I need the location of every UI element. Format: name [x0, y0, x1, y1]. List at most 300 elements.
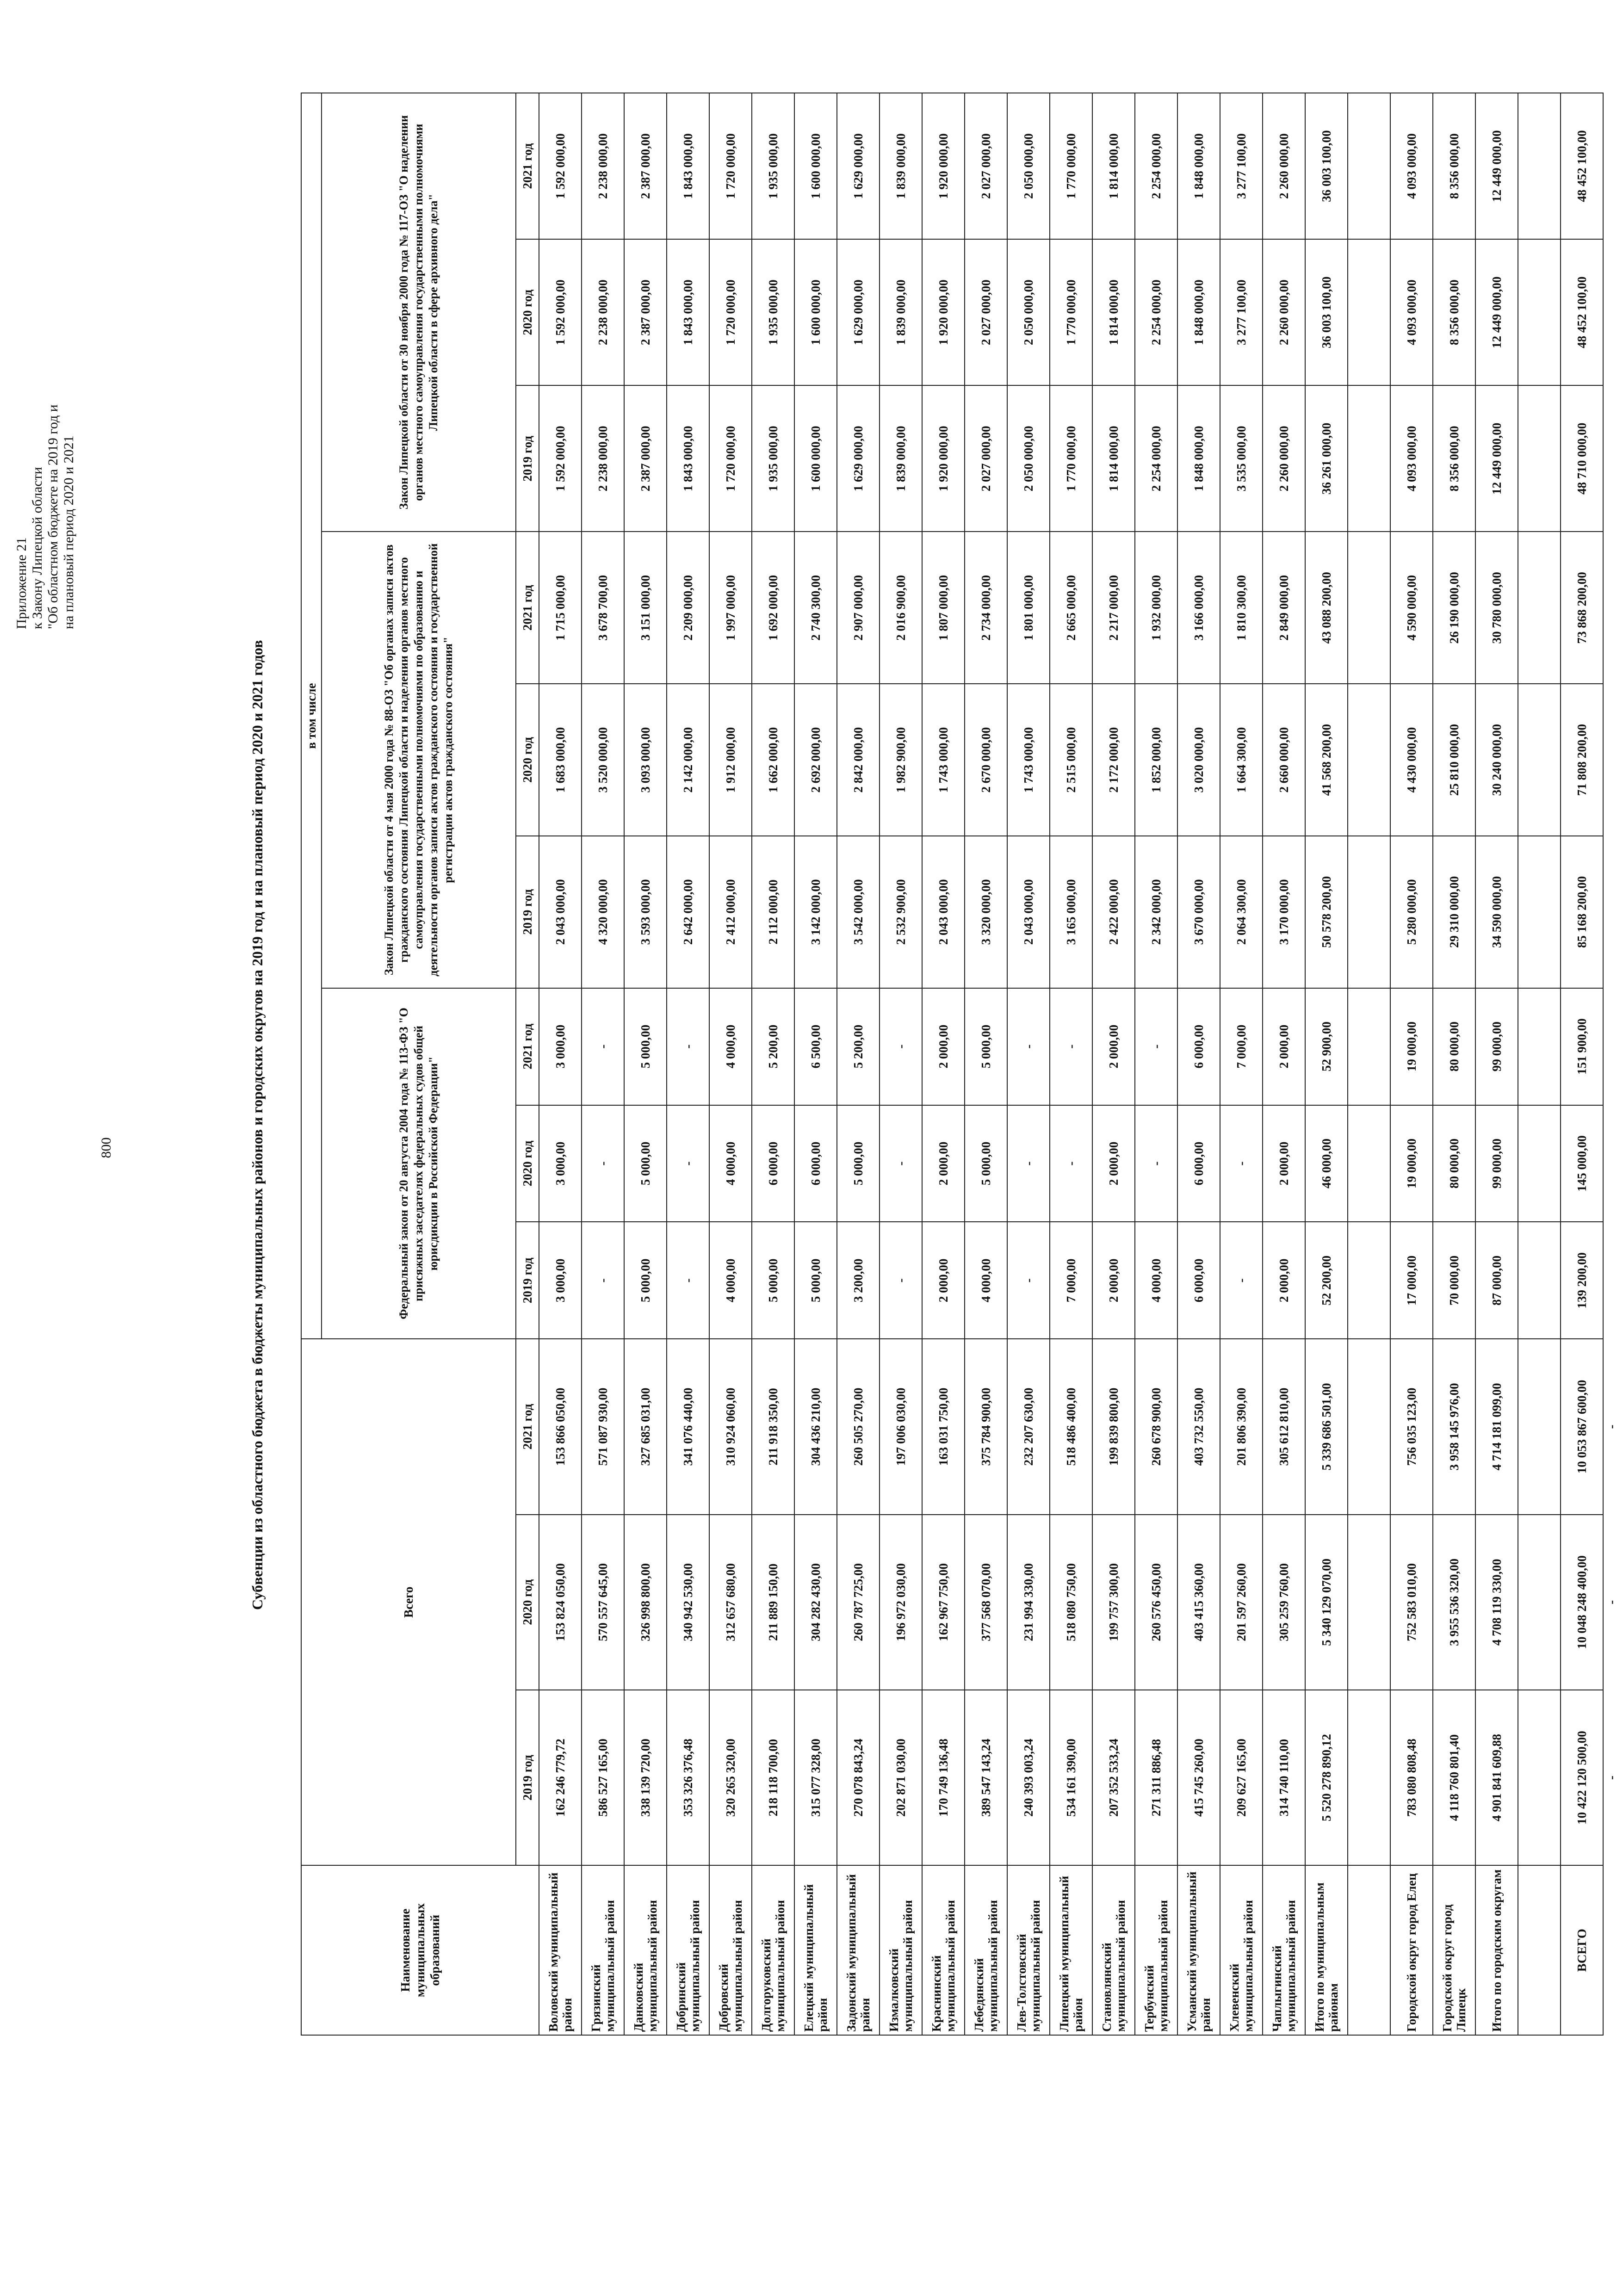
cell-g3: 1 592 000,00	[539, 93, 582, 239]
cell-total: 211 889 150,00	[752, 1515, 794, 1690]
cell-total: 305 612 810,00	[1263, 1339, 1305, 1514]
table-row	[752, 93, 794, 2035]
cell-total: 153 824 050,00	[539, 1515, 582, 1690]
cell-total: 304 436 210,00	[794, 1339, 837, 1514]
cell-g1: 3 000,00	[539, 1222, 582, 1339]
cell-g1: 2 000,00	[1092, 1105, 1135, 1222]
cell-g3: 2 260 000,00	[1263, 93, 1305, 239]
cell-total: 5 339 686 501,00	[1305, 1339, 1348, 1514]
cell-g1: 2 000,00	[922, 1222, 965, 1339]
cell-g1: -	[1135, 988, 1177, 1105]
cell-g2: 3 320 000,00	[965, 836, 1007, 988]
cell-g3: 2 050 000,00	[1007, 385, 1050, 532]
cell-total: 260 505 270,00	[837, 1339, 880, 1514]
cell-g2	[1348, 836, 1390, 988]
cell-total: 162 967 750,00	[922, 1515, 965, 1690]
cell-g1	[1518, 988, 1561, 1105]
year-header-row	[516, 93, 539, 2035]
cell-g3: 36 261 000,00	[1305, 385, 1348, 532]
cell-g1: 19 000,00	[1390, 988, 1433, 1105]
cell-g2: 1 852 000,00	[1135, 684, 1177, 836]
cell-total: 153 866 050,00	[539, 1339, 582, 1514]
cell-g3: 8 356 000,00	[1433, 93, 1475, 239]
cell-total: 199 839 800,00	[1092, 1339, 1135, 1514]
cell-g1: -	[880, 988, 922, 1105]
cell-g1: -	[667, 1105, 709, 1222]
cell-g3: 2 050 000,00	[1007, 93, 1050, 239]
cell-total: 5 340 129 070,00	[1305, 1515, 1348, 1690]
cell-g2: 3 593 000,00	[624, 836, 667, 988]
table-row	[1263, 93, 1305, 2035]
row-name: Измалковский муниципальный район	[880, 1865, 922, 2035]
cell-g2: 26 190 000,00	[1433, 532, 1475, 684]
cell-g3: 48 710 000,00	[1561, 385, 1603, 532]
cell-g2: 2 665 000,00	[1050, 532, 1092, 684]
cell-total: 570 557 645,00	[582, 1515, 624, 1690]
cell-g1: 5 200,00	[752, 988, 794, 1105]
row-name: Добринский муниципальный район	[667, 1865, 709, 2035]
cell-g2: 73 868 200,00	[1561, 532, 1603, 684]
cell-total	[1518, 1515, 1561, 1690]
table-row	[667, 93, 709, 2035]
table-row	[922, 93, 965, 2035]
cell-g3: 1 720 000,00	[709, 93, 752, 239]
subventions-table	[301, 93, 1620, 2036]
cell-total: 260 678 900,00	[1135, 1339, 1177, 1514]
cell-g2: 2 209 000,00	[667, 532, 709, 684]
cell-g3: 1 935 000,00	[752, 93, 794, 239]
cell-g3	[1348, 385, 1390, 532]
cell-g1: 6 000,00	[1177, 1105, 1220, 1222]
cell-g3: 48 452 100,00	[1561, 239, 1603, 385]
group2-header: Закон Липецкой области от 4 мая 2000 года № 88-ОЗ "Об органах записи актов гражданского состояния Липецкой области и наделении органов местного самоуправления государственными полномочиями по образованию и деятельности органов записи актов гражданского состояния и государственной регистрации актов гражданского состояния"	[322, 532, 516, 988]
year-header: 2021 год	[516, 532, 539, 684]
cell-g3: 1 814 000,00	[1092, 239, 1135, 385]
cell-g1: 4 000,00	[709, 1222, 752, 1339]
cell-total	[1348, 1690, 1390, 1865]
cell-total: 271 311 886,48	[1135, 1690, 1177, 1865]
annex-header	[14, 352, 79, 629]
cell-g1: -	[880, 1105, 922, 1222]
cell-g1: 6 000,00	[794, 1105, 837, 1222]
cell-total: 4 901 841 609,88	[1475, 1690, 1518, 1865]
row-name: Хлевенский муниципальный район	[1220, 1865, 1263, 2035]
cell-g1: -	[1050, 988, 1092, 1105]
cell-total: 389 547 143,24	[965, 1690, 1007, 1865]
cell-g2: 3 165 000,00	[1050, 836, 1092, 988]
cell-g2: 2 043 000,00	[1007, 836, 1050, 988]
cell-total	[1518, 1690, 1561, 1865]
cell-g2: 2 043 000,00	[922, 836, 965, 988]
cell-g3: 1 920 000,00	[922, 385, 965, 532]
cell-g3: 1 629 000,00	[837, 239, 880, 385]
year-header: 2019 год	[516, 385, 539, 532]
cell-total: 4 708 119 330,00	[1475, 1515, 1518, 1690]
cell-g2: 3 020 000,00	[1177, 684, 1220, 836]
cell-g1: -	[1135, 1105, 1177, 1222]
cell-g1: 87 000,00	[1475, 1222, 1518, 1339]
table-row	[539, 93, 582, 2035]
cell-g3: 48 452 100,00	[1561, 93, 1603, 239]
row-name: Липецкий муниципальный район	[1050, 1865, 1092, 2035]
cell-g3: 2 050 000,00	[1007, 239, 1050, 385]
cell-total: 232 207 630,00	[1007, 1339, 1050, 1514]
cell-total: 5 520 278 890,12	[1305, 1690, 1348, 1865]
cell-g2: 41 568 200,00	[1305, 684, 1348, 836]
year-header: 2019 год	[516, 836, 539, 988]
cell-total: 326 998 800,00	[624, 1515, 667, 1690]
cell-g2	[1518, 532, 1561, 684]
group3-header: Закон Липецкой области от 30 ноября 2000 года № 117-ОЗ "О наделении органов местного самоуправления государственными полномочиями Липецкой области в сфере архивного дела"	[322, 93, 516, 532]
cell-total: 320 265 320,00	[709, 1690, 752, 1865]
cell-total	[1348, 1515, 1390, 1690]
cell-total: 315 077 328,00	[794, 1690, 837, 1865]
cell-g2: 2 112 000,00	[752, 836, 794, 988]
year-header: 2021 год	[516, 1339, 539, 1514]
cell-g1	[1348, 988, 1390, 1105]
cell-total: 340 942 530,00	[667, 1515, 709, 1690]
cell-g2	[1518, 684, 1561, 836]
cell-g3: 1 600 000,00	[794, 93, 837, 239]
cell-g2: 3 142 000,00	[794, 836, 837, 988]
cell-g2: 3 670 000,00	[1177, 836, 1220, 988]
table-row	[1050, 93, 1092, 2035]
cell-total: 353 326 376,48	[667, 1690, 709, 1865]
cell-g1: -	[880, 1222, 922, 1339]
cell-g3: 1 848 000,00	[1177, 385, 1220, 532]
year-header: 2020 год	[516, 239, 539, 385]
row-name: Городской округ город Липецк	[1433, 1865, 1475, 2035]
cell-g3: 2 027 000,00	[965, 239, 1007, 385]
cell-total: 377 568 070,00	[965, 1515, 1007, 1690]
row-name: Данковский муниципальный район	[624, 1865, 667, 2035]
table-row	[1348, 93, 1390, 2035]
cell-total: 10 053 867 600,00	[1561, 1339, 1603, 1514]
cell-g1: -	[1050, 1105, 1092, 1222]
table-row	[1390, 93, 1433, 2035]
table-row	[1433, 93, 1475, 2035]
cell-total: 197 006 030,00	[880, 1339, 922, 1514]
cell-g1: 139 200,00	[1561, 1222, 1603, 1339]
cell-g2: 1 801 000,00	[1007, 532, 1050, 684]
cell-total: 305 259 760,00	[1263, 1515, 1305, 1690]
cell-g3: 8 356 000,00	[1433, 385, 1475, 532]
cell-total: 209 627 165,00	[1220, 1690, 1263, 1865]
cell-g3: 1 600 000,00	[794, 239, 837, 385]
cell-g2: 2 532 900,00	[880, 836, 922, 988]
cell-g2: 2 217 000,00	[1092, 532, 1135, 684]
cell-g2	[1518, 836, 1561, 988]
cell-g3: 3 277 100,00	[1220, 93, 1263, 239]
cell-g1: 2 000,00	[922, 988, 965, 1105]
cell-g1: 17 000,00	[1390, 1222, 1433, 1339]
cell-g3: 1 720 000,00	[709, 239, 752, 385]
cell-g3: 1 839 000,00	[880, 385, 922, 532]
cell-g3: 1 770 000,00	[1050, 93, 1092, 239]
cell-g3: 2 387 000,00	[624, 93, 667, 239]
cell-g2: 4 430 000,00	[1390, 684, 1433, 836]
cell-g3: 1 843 000,00	[667, 239, 709, 385]
cell-g1: 3 000,00	[539, 988, 582, 1105]
year-header: 2019 год	[516, 1222, 539, 1339]
cell-g2: 4 590 000,00	[1390, 532, 1433, 684]
table-row	[794, 93, 837, 2035]
cell-g3: 1 839 000,00	[880, 93, 922, 239]
group1-header: Федеральный закон от 20 августа 2004 года № 113-ФЗ "О присяжных заседателях федеральных судов общей юрисдикции в Российской Федерации"	[322, 988, 516, 1339]
mark: -	[1604, 1600, 1618, 1604]
cell-g1: 2 000,00	[1263, 1105, 1305, 1222]
cell-g2: 2 412 000,00	[709, 836, 752, 988]
cell-g2: 25 810 000,00	[1433, 684, 1475, 836]
table-row	[1177, 93, 1220, 2035]
table-row	[709, 93, 752, 2035]
cell-g1: 4 000,00	[709, 988, 752, 1105]
col-total-header: Всего	[301, 1339, 516, 1865]
row-name: Елецкий муниципальный район	[794, 1865, 837, 2035]
cell-g3	[1518, 93, 1561, 239]
cell-g3: 2 027 000,00	[965, 385, 1007, 532]
annex-line-4: на плановый период 2020 и 2021	[61, 435, 76, 629]
row-name: Усманский муниципальный район	[1177, 1865, 1220, 2035]
row-name: Добровский муниципальный район	[709, 1865, 752, 2035]
cell-g1: 5 000,00	[624, 1222, 667, 1339]
cell-g2: 1 743 000,00	[922, 684, 965, 836]
cell-g1: -	[582, 1222, 624, 1339]
cell-g2: 34 590 000,00	[1475, 836, 1518, 988]
year-header: 2020 год	[516, 1515, 539, 1690]
cell-total: 756 035 123,00	[1390, 1339, 1433, 1514]
cell-g1: 52 200,00	[1305, 1222, 1348, 1339]
table-row	[1305, 93, 1348, 2035]
cell-g3: 3 535 000,00	[1220, 385, 1263, 532]
cell-g3: 2 254 000,00	[1135, 385, 1177, 532]
cell-g2: 1 743 000,00	[1007, 684, 1050, 836]
cell-g3	[1348, 239, 1390, 385]
cell-g2: 2 660 000,00	[1263, 684, 1305, 836]
cell-total: 240 393 003,24	[1007, 1690, 1050, 1865]
cell-g1: 5 000,00	[837, 1105, 880, 1222]
cell-g3: 8 356 000,00	[1433, 239, 1475, 385]
cell-g3: 2 238 000,00	[582, 93, 624, 239]
cell-g1: 6 000,00	[1177, 988, 1220, 1105]
row-name: Воловский муниципальный район	[539, 1865, 582, 2035]
cell-g1: 2 000,00	[1263, 1222, 1305, 1339]
year-header: 2021 год	[516, 988, 539, 1105]
cell-g2: 4 320 000,00	[582, 836, 624, 988]
cell-g1: 3 200,00	[837, 1222, 880, 1339]
cell-g2: 30 780 000,00	[1475, 532, 1518, 684]
cell-g1: 99 000,00	[1475, 988, 1518, 1105]
cell-total: 260 787 725,00	[837, 1515, 880, 1690]
cell-g2: 2 142 000,00	[667, 684, 709, 836]
cell-g3: 2 387 000,00	[624, 385, 667, 532]
cell-g2: 2 016 900,00	[880, 532, 922, 684]
cell-g2: 2 064 300,00	[1220, 836, 1263, 988]
cell-g2: 3 678 700,00	[582, 532, 624, 684]
cell-g3: 12 449 000,00	[1475, 93, 1518, 239]
cell-g3: 2 260 000,00	[1263, 385, 1305, 532]
cell-g1: -	[1007, 1105, 1050, 1222]
table-row	[880, 93, 922, 2035]
cell-total: 375 784 900,00	[965, 1339, 1007, 1514]
cell-g1	[1518, 1222, 1561, 1339]
cell-total: 415 745 260,00	[1177, 1690, 1220, 1865]
row-name	[1518, 1865, 1561, 2035]
cell-g3: 1 814 000,00	[1092, 385, 1135, 532]
cell-g1: -	[1007, 1222, 1050, 1339]
cell-total: 338 139 720,00	[624, 1690, 667, 1865]
table-row	[1518, 93, 1561, 2035]
cell-total: 783 080 808,48	[1390, 1690, 1433, 1865]
cell-g1: 5 200,00	[837, 988, 880, 1105]
cell-total: 231 994 330,00	[1007, 1515, 1050, 1690]
cell-g2: 50 578 200,00	[1305, 836, 1348, 988]
cell-g2: 2 692 000,00	[794, 684, 837, 836]
cell-g3: 4 093 000,00	[1390, 385, 1433, 532]
cell-g1: -	[1007, 988, 1050, 1105]
cell-g2	[1348, 684, 1390, 836]
row-name: Итого по муниципальным районам	[1305, 1865, 1348, 2035]
cell-g2: 29 310 000,00	[1433, 836, 1475, 988]
cell-g1: 2 000,00	[1092, 1222, 1135, 1339]
cell-g3: 1 600 000,00	[794, 385, 837, 532]
row-name: Лев-Толстовский муниципальный район	[1007, 1865, 1050, 2035]
cell-total: 312 657 680,00	[709, 1515, 752, 1690]
cell-g2: 5 280 000,00	[1390, 836, 1433, 988]
cell-g1: 46 000,00	[1305, 1105, 1348, 1222]
cell-total	[1348, 1339, 1390, 1514]
cell-g2: 2 172 000,00	[1092, 684, 1135, 836]
row-name: ВСЕГО	[1561, 1865, 1603, 2035]
cell-g3: 1 629 000,00	[837, 385, 880, 532]
annex-line-1: Приложение 21	[14, 537, 29, 629]
cell-total: 314 740 110,00	[1263, 1690, 1305, 1865]
cell-g2: 3 542 000,00	[837, 836, 880, 988]
cell-g3	[1518, 239, 1561, 385]
cell-total: 403 415 360,00	[1177, 1515, 1220, 1690]
cell-g2: 71 808 200,00	[1561, 684, 1603, 836]
cell-g1: 4 000,00	[965, 1222, 1007, 1339]
cell-total: 304 282 430,00	[794, 1515, 837, 1690]
cell-g2: 2 342 000,00	[1135, 836, 1177, 988]
cell-total: 10 048 248 400,00	[1561, 1515, 1603, 1690]
cell-total: 218 118 700,00	[752, 1690, 794, 1865]
table-row	[837, 93, 880, 2035]
cell-total: 196 972 030,00	[880, 1515, 922, 1690]
cell-g3: 1 935 000,00	[752, 239, 794, 385]
cell-g3: 2 254 000,00	[1135, 239, 1177, 385]
cell-total: 211 918 350,00	[752, 1339, 794, 1514]
cell-total: 586 527 165,00	[582, 1690, 624, 1865]
cell-g2	[1348, 532, 1390, 684]
cell-g1: -	[1220, 1105, 1263, 1222]
cell-g3: 2 260 000,00	[1263, 239, 1305, 385]
col-name-header: Наименование муниципальных образований	[301, 1865, 539, 2035]
cell-total: 310 924 060,00	[709, 1339, 752, 1514]
cell-g2: 2 734 000,00	[965, 532, 1007, 684]
row-name: Грязинский муниципальный район	[582, 1865, 624, 2035]
cell-g2: 2 642 000,00	[667, 836, 709, 988]
row-name: Лебедянский муниципальный район	[965, 1865, 1007, 2035]
row-name: Чаплыгинский муниципальный район	[1263, 1865, 1305, 2035]
cell-g3: 1 629 000,00	[837, 93, 880, 239]
cell-g1: 7 000,00	[1220, 988, 1263, 1105]
cell-g3: 2 238 000,00	[582, 385, 624, 532]
cell-g2: 43 088 200,00	[1305, 532, 1348, 684]
cell-g2: 3 093 000,00	[624, 684, 667, 836]
table-row	[1007, 93, 1050, 2035]
cell-g1: 19 000,00	[1390, 1105, 1433, 1222]
row-name: Итого по городским округам	[1475, 1865, 1518, 2035]
row-name: Становлянский муниципальный район	[1092, 1865, 1135, 2035]
cell-g3: 2 238 000,00	[582, 239, 624, 385]
cell-g1: 2 000,00	[1092, 988, 1135, 1105]
cell-g1: -	[582, 1105, 624, 1222]
cell-total: 201 806 390,00	[1220, 1339, 1263, 1514]
year-header: 2020 год	[516, 684, 539, 836]
year-header: 2021 год	[516, 93, 539, 239]
cell-g3: 3 277 100,00	[1220, 239, 1263, 385]
cell-g2: 1 662 000,00	[752, 684, 794, 836]
cell-total	[1518, 1339, 1561, 1514]
cell-total: 403 732 550,00	[1177, 1339, 1220, 1514]
mark: -	[1604, 1776, 1618, 1780]
cell-g2: 3 170 000,00	[1263, 836, 1305, 988]
row-name: Краснинский муниципальный район	[922, 1865, 965, 2035]
cell-g2: 1 664 300,00	[1220, 684, 1263, 836]
document-title: Субвенции из областного бюджета в бюджеты муниципальных районов и городских округов на 2019 год и на плановый период 2020 и 2021 годов	[249, 640, 266, 1610]
cell-total: 10 422 120 500,00	[1561, 1690, 1603, 1865]
cell-g3: 1 935 000,00	[752, 385, 794, 532]
cell-g1: 4 000,00	[709, 1105, 752, 1222]
cell-total: 170 749 136,48	[922, 1690, 965, 1865]
cell-total: 162 246 779,72	[539, 1690, 582, 1865]
cell-g2: 1 810 300,00	[1220, 532, 1263, 684]
cell-g1: 2 000,00	[922, 1105, 965, 1222]
cell-g3: 4 093 000,00	[1390, 239, 1433, 385]
cell-g1: 6 000,00	[752, 1105, 794, 1222]
cell-g1: 5 000,00	[794, 1222, 837, 1339]
cell-g3: 1 839 000,00	[880, 239, 922, 385]
cell-g3: 1 848 000,00	[1177, 239, 1220, 385]
cell-g2: 3 151 000,00	[624, 532, 667, 684]
year-header: 2020 год	[516, 1105, 539, 1222]
cell-g3: 36 003 100,00	[1305, 239, 1348, 385]
cell-g3: 2 254 000,00	[1135, 93, 1177, 239]
cell-g3: 1 920 000,00	[922, 93, 965, 239]
table-row	[1220, 93, 1263, 2035]
row-name: Тербунский муниципальный район	[1135, 1865, 1177, 2035]
cell-g1: -	[1220, 1222, 1263, 1339]
cell-g1: 5 000,00	[752, 1222, 794, 1339]
cell-g1: 6 500,00	[794, 988, 837, 1105]
cell-g3: 1 843 000,00	[667, 385, 709, 532]
table-row	[624, 93, 667, 2035]
cell-g3: 1 720 000,00	[709, 385, 752, 532]
cell-g3: 2 387 000,00	[624, 239, 667, 385]
cell-total: 163 031 750,00	[922, 1339, 965, 1514]
cell-g1: 5 000,00	[624, 1105, 667, 1222]
rotated-table-container	[301, 93, 1618, 2036]
cell-g1: 99 000,00	[1475, 1105, 1518, 1222]
cell-g3: 1 592 000,00	[539, 385, 582, 532]
cell-g1: 4 000,00	[1135, 1222, 1177, 1339]
cell-g2: 3 166 000,00	[1177, 532, 1220, 684]
cell-g3: 4 093 000,00	[1390, 93, 1433, 239]
cell-g1: 5 000,00	[624, 988, 667, 1105]
cell-g2: 2 842 000,00	[837, 684, 880, 836]
table-row	[1561, 93, 1603, 2035]
